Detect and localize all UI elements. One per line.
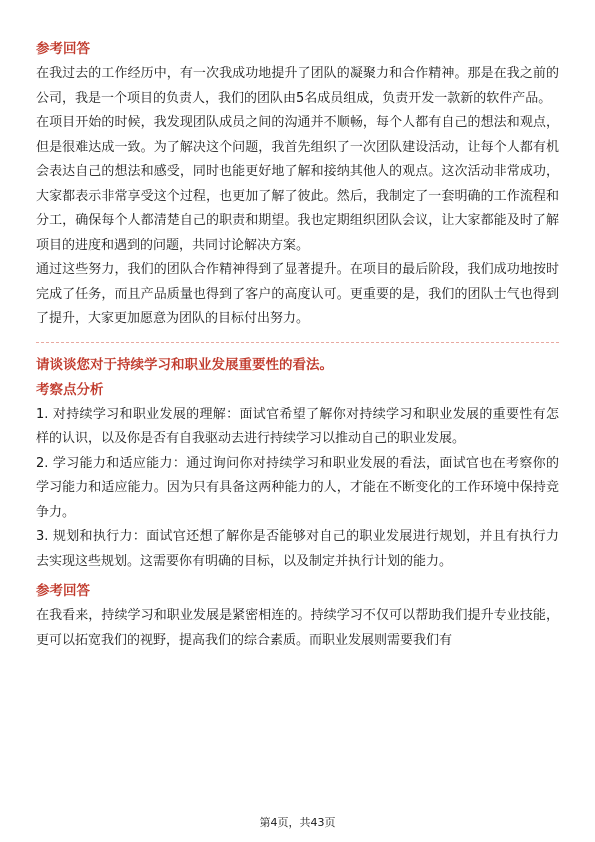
analysis-point: 1. 对持续学习和职业发展的理解：面试官希望了解你对持续学习和职业发展的重要性有怎样的认识，以及你是否有自我驱动去进行持续学习以推动自己的职业发展。 (36, 406, 559, 446)
answer-paragraph: 在项目开始的时候，我发现团队成员之间的沟通并不顺畅，每个人都有自己的想法和观点，但是很难达成一致。为了解决这个问题，我首先组织了一次团队建设活动，让每个人都有机会表达自己的想法和感受，同时也能更好地了解和接纳其他人的观点。这次活动非常成功，大家都表示非常享受这个过程，也更加了解了彼此。然后，我制定了一套明确的工作流程和分工，确保每个人都清楚自己的职责和期望。我也定期组织团队会议，让大家都能及时了解项目的进度和遇到的问题，共同讨论解决方案。 (36, 115, 559, 253)
page-number: 第4页，共43页 (259, 816, 336, 829)
section-divider (36, 342, 559, 343)
question-title: 请谈谈您对于持续学习和职业发展重要性的看法。 (36, 356, 333, 373)
answer-paragraph: 在我看来，持续学习和职业发展是紧密相连的。持续学习不仅可以帮助我们提升专业技能，更可以拓宽我们的视野，提高我们的综合素质。而职业发展则需要我们有 (36, 608, 559, 648)
document-page (36, 38, 559, 653)
answer-paragraph: 在我过去的工作经历中，有一次我成功地提升了团队的凝聚力和合作精神。那是在我之前的公司，我是一个项目的负责人，我们的团队由5名成员组成，负责开发一款新的软件产品。 (36, 66, 559, 106)
reference-answer-heading: 参考回答 (36, 583, 90, 599)
analysis-point: 3. 规划和执行力：面试官还想了解你是否能够对自己的职业发展进行规划，并且有执行力去实现这些规划。这需要你有明确的目标，以及制定并执行计划的能力。 (36, 529, 559, 569)
analysis-heading: 考察点分析 (36, 381, 104, 398)
reference-answer-heading: 参考回答 (36, 41, 90, 57)
analysis-point: 2. 学习能力和适应能力：通过询问你对持续学习和职业发展的看法，面试官也在考察你的学习能力和适应能力。因为只有具备这两种能力的人，才能在不断变化的工作环境中保持竞争力。 (36, 455, 559, 520)
answer-paragraph: 通过这些努力，我们的团队合作精神得到了显著提升。在项目的最后阶段，我们成功地按时完成了任务，而且产品质量也得到了客户的高度认可。更重要的是，我们的团队士气也得到了提升，大家更加愿意为团队的目标付出努力。 (36, 262, 559, 326)
